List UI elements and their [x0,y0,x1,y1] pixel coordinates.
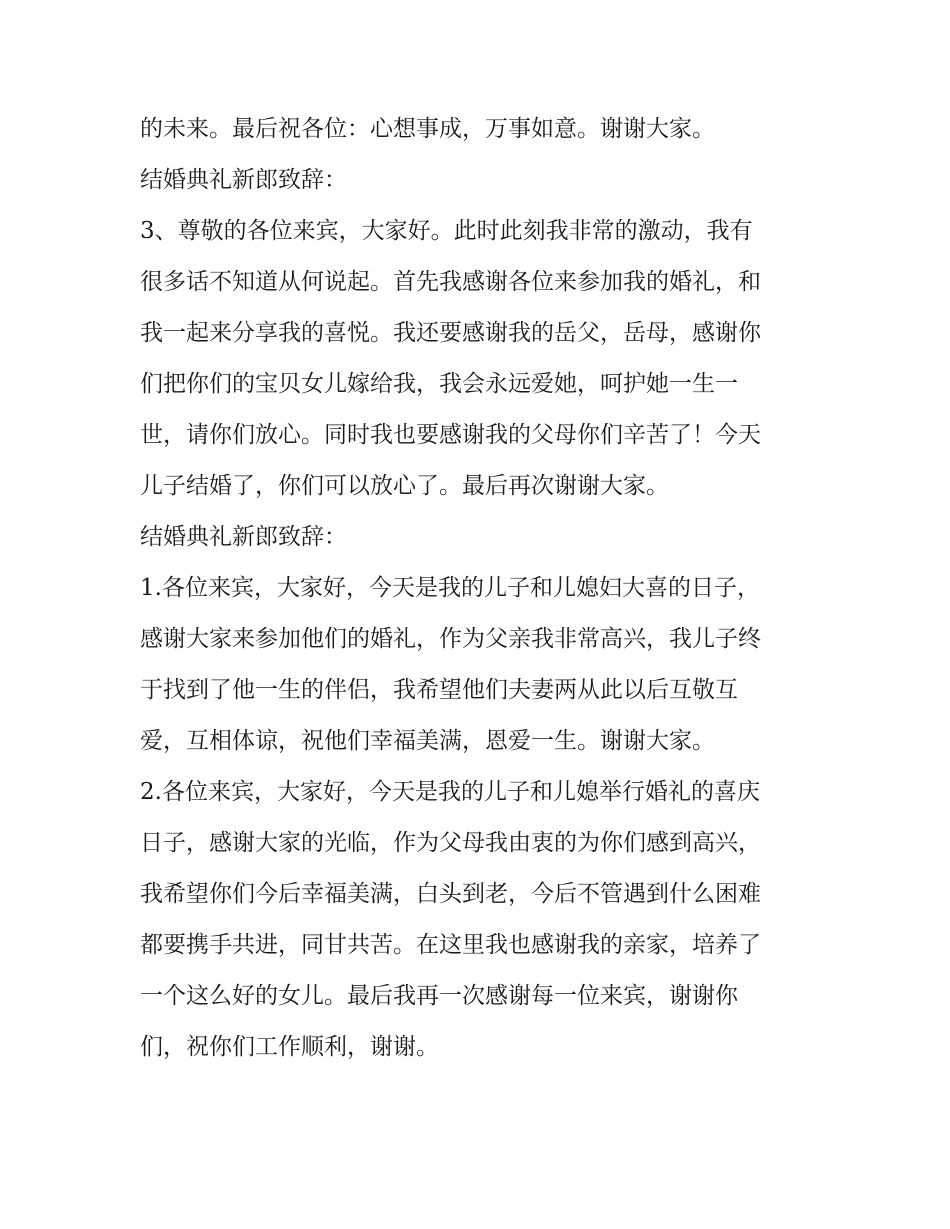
text-line: 感谢大家来参加他们的婚礼，作为父亲我非常高兴，我儿子终 [140,626,761,652]
text-line: 一个这么好的女儿。最后我再一次感谢每一位来宾，谢谢你 [140,983,738,1009]
text-line: 都要携手共进，同甘共苦。在这里我也感谢我的亲家，培养了 [140,932,761,958]
text-line: 3、尊敬的各位来宾，大家好。此时此刻我非常的激动，我有 [140,218,753,244]
text-line: 们，祝你们工作顺利，谢谢。 [140,1034,439,1060]
document-body [140,104,820,1073]
text-line: 2.各位来宾，大家好，今天是我的儿子和儿媳举行婚礼的喜庆 [140,779,760,805]
section-heading: 结婚典礼新郎致辞： [140,167,347,193]
text-line: 日子，感谢大家的光临，作为父母我由衷的为你们感到高兴， [140,830,761,856]
text-line: 我希望你们今后幸福美满，白头到老，今后不管遇到什么困难 [140,881,761,907]
text-line: 很多话不知道从何说起。首先我感谢各位来参加我的婚礼，和 [140,269,761,295]
text-line: 儿子结婚了，你们可以放心了。最后再次谢谢大家。 [140,473,669,499]
text-line: 1.各位来宾，大家好，今天是我的儿子和儿媳妇大喜的日子， [140,575,760,601]
text-line: 世，请你们放心。同时我也要感谢我的父母你们辛苦了！今天 [140,422,761,448]
text-line: 于找到了他一生的伴侣，我希望他们夫妻两从此以后互敬互 [140,677,738,703]
section-heading: 结婚典礼新郎致辞： [140,524,347,550]
text-line: 们把你们的宝贝女儿嫁给我，我会永远爱她，呵护她一生一 [140,371,738,397]
text-line: 的未来。最后祝各位：心想事成，万事如意。谢谢大家。 [140,116,715,142]
text-line: 我一起来分享我的喜悦。我还要感谢我的岳父，岳母，感谢你 [140,320,761,346]
text-line: 爱，互相体谅，祝他们幸福美满，恩爱一生。谢谢大家。 [140,728,715,754]
